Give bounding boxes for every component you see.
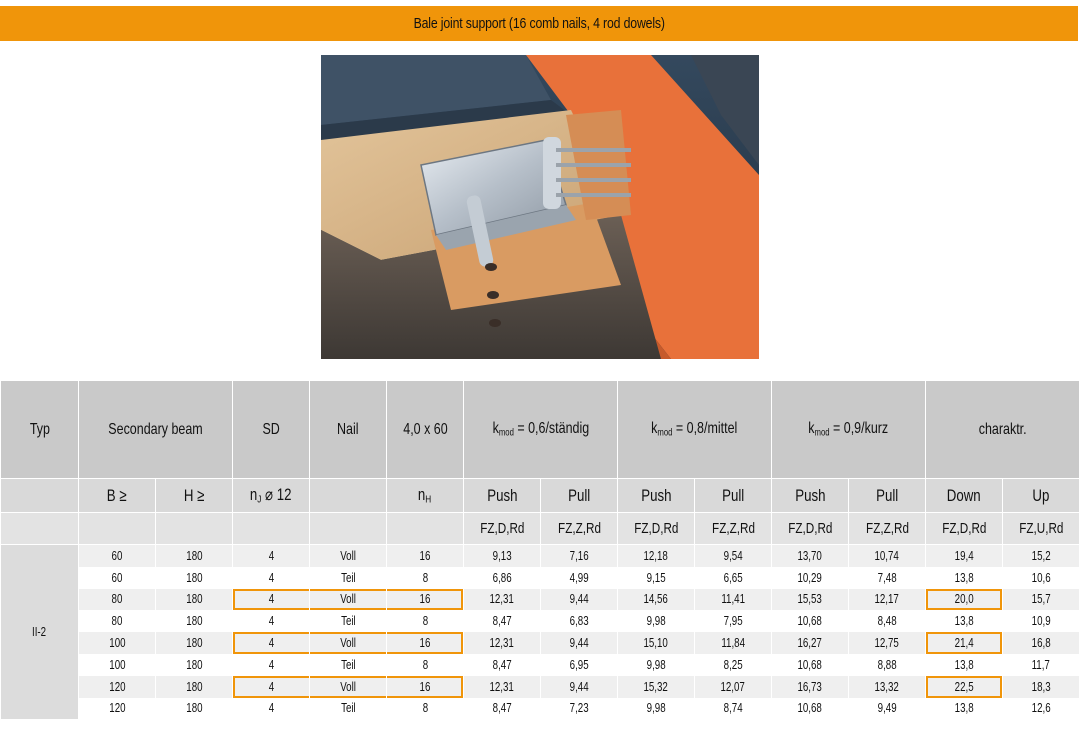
cell-nj: 4 (233, 654, 310, 676)
header-row-main (1, 381, 1080, 479)
cell-push2: 14,56 (618, 589, 695, 611)
cell-push1: 8,47 (464, 610, 541, 632)
cell-push3: 16,73 (772, 676, 849, 698)
cell-up: 18,3 (1003, 676, 1080, 698)
header-fzu-up: FZ,U,Rd (1003, 513, 1080, 545)
cell-nail: Teil (310, 567, 387, 589)
cell-nh: 16 (387, 632, 464, 654)
table-row (1, 698, 1080, 720)
cell-b: 60 (79, 545, 156, 567)
document-title: Bale joint support (16 comb nails, 4 rod dowels) (413, 15, 665, 32)
cell-push2: 12,18 (618, 545, 695, 567)
cell-nail: Voll (310, 589, 387, 611)
cell-nj: 4 (233, 698, 310, 720)
cell-pull2: 8,74 (695, 698, 772, 720)
cell-push1: 6,86 (464, 567, 541, 589)
cell-h: 180 (156, 610, 233, 632)
cell-pull2: 11,84 (695, 632, 772, 654)
header-sd: SD (233, 381, 310, 479)
table-row (1, 654, 1080, 676)
cell-push3: 10,29 (772, 567, 849, 589)
table-row (1, 632, 1080, 654)
cell-push1: 12,31 (464, 632, 541, 654)
cell-up: 11,7 (1003, 654, 1080, 676)
cell-push3: 10,68 (772, 610, 849, 632)
header-blank (1, 479, 79, 513)
header-row-symbols (1, 513, 1080, 545)
cell-push1: 8,47 (464, 698, 541, 720)
header-blank (1, 513, 79, 545)
cell-pull1: 7,23 (541, 698, 618, 720)
header-up: Up (1003, 479, 1080, 513)
cell-nail: Voll (310, 632, 387, 654)
cell-nj: 4 (233, 632, 310, 654)
cell-nj: 4 (233, 610, 310, 632)
cell-pull2: 8,25 (695, 654, 772, 676)
cell-pull2: 11,41 (695, 589, 772, 611)
cell-pull3: 8,88 (849, 654, 926, 676)
header-fzd-down: FZ,D,Rd (926, 513, 1003, 545)
cell-h: 180 (156, 698, 233, 720)
table-row (1, 567, 1080, 589)
header-blank (310, 513, 387, 545)
cell-b: 120 (79, 698, 156, 720)
cell-down: 19,4 (926, 545, 1003, 567)
cell-h: 180 (156, 567, 233, 589)
header-nh: $n_H$ (387, 479, 464, 513)
header-blank (79, 513, 156, 545)
cell-pull1: 9,44 (541, 589, 618, 611)
cell-pull1: 9,44 (541, 632, 618, 654)
cell-b: 60 (79, 567, 156, 589)
connector-illustration (321, 55, 759, 359)
cell-push1: 12,31 (464, 676, 541, 698)
cell-pull3: 7,48 (849, 567, 926, 589)
cell-push3: 15,53 (772, 589, 849, 611)
cell-push3: 10,68 (772, 698, 849, 720)
cell-nj: 4 (233, 676, 310, 698)
cell-push2: 9,98 (618, 654, 695, 676)
cell-push1: 9,13 (464, 545, 541, 567)
cell-pull2: 12,07 (695, 676, 772, 698)
table-row (1, 676, 1080, 698)
header-fzd: FZ,D,Rd (464, 513, 541, 545)
cell-pull1: 6,83 (541, 610, 618, 632)
cell-nh: 8 (387, 654, 464, 676)
connector-photo (321, 55, 759, 359)
header-push: Push (464, 479, 541, 513)
cell-pull1: 4,99 (541, 567, 618, 589)
cell-nj: 4 (233, 545, 310, 567)
cell-nail: Teil (310, 654, 387, 676)
cell-pull1: 6,95 (541, 654, 618, 676)
header-fzd: FZ,D,Rd (618, 513, 695, 545)
cell-up: 10,6 (1003, 567, 1080, 589)
cell-push2: 9,98 (618, 610, 695, 632)
cell-down: 13,8 (926, 654, 1003, 676)
cell-pull3: 12,75 (849, 632, 926, 654)
cell-down: 22,5 (926, 676, 1003, 698)
cell-push3: 16,27 (772, 632, 849, 654)
header-kmod-standig: $k_{mod}$ = 0,6/ständig (464, 381, 618, 479)
header-pull: Pull (849, 479, 926, 513)
header-typ: Typ (1, 381, 79, 479)
cell-nail: Voll (310, 676, 387, 698)
cell-up: 16,8 (1003, 632, 1080, 654)
cell-push3: 13,70 (772, 545, 849, 567)
header-h: H ≥ (156, 479, 233, 513)
cell-b: 100 (79, 654, 156, 676)
cell-push1: 8,47 (464, 654, 541, 676)
header-kmod-kurz: $k_{mod}$ = 0,9/kurz (772, 381, 926, 479)
header-secondary-beam: Secondary beam (79, 381, 233, 479)
cell-push2: 9,98 (618, 698, 695, 720)
table-row (1, 589, 1080, 611)
cell-pull1: 7,16 (541, 545, 618, 567)
cell-up: 12,6 (1003, 698, 1080, 720)
cell-down: 13,8 (926, 698, 1003, 720)
header-blank (156, 513, 233, 545)
header-fzd: FZ,D,Rd (772, 513, 849, 545)
header-row-sub (1, 479, 1080, 513)
cell-nail: Teil (310, 698, 387, 720)
header-kmod-mittel: $k_{mod}$ = 0,8/mittel (618, 381, 772, 479)
load-table (0, 380, 1080, 719)
cell-b: 100 (79, 632, 156, 654)
cell-down: 21,4 (926, 632, 1003, 654)
cell-h: 180 (156, 545, 233, 567)
cell-pull3: 9,49 (849, 698, 926, 720)
table-row (1, 545, 1080, 567)
cell-up: 15,7 (1003, 589, 1080, 611)
title-bar (0, 6, 1078, 41)
cell-push3: 10,68 (772, 654, 849, 676)
cell-b: 80 (79, 610, 156, 632)
table-row (1, 610, 1080, 632)
cell-b: 120 (79, 676, 156, 698)
cell-nh: 8 (387, 567, 464, 589)
cell-h: 180 (156, 632, 233, 654)
cell-nail: Voll (310, 545, 387, 567)
cell-pull3: 12,17 (849, 589, 926, 611)
header-blank (310, 479, 387, 513)
header-blank (233, 513, 310, 545)
header-pull: Pull (695, 479, 772, 513)
cell-up: 15,2 (1003, 545, 1080, 567)
cell-b: 80 (79, 589, 156, 611)
cell-pull2: 9,54 (695, 545, 772, 567)
header-fzz: FZ,Z,Rd (541, 513, 618, 545)
cell-h: 180 (156, 589, 233, 611)
cell-pull3: 10,74 (849, 545, 926, 567)
header-down: Down (926, 479, 1003, 513)
cell-down: 13,8 (926, 567, 1003, 589)
cell-push2: 9,15 (618, 567, 695, 589)
table-body (1, 545, 1080, 720)
header-blank (387, 513, 464, 545)
cell-down: 13,8 (926, 610, 1003, 632)
header-pull: Pull (541, 479, 618, 513)
cell-pull3: 13,32 (849, 676, 926, 698)
header-b: B ≥ (79, 479, 156, 513)
cell-pull2: 7,95 (695, 610, 772, 632)
typ-cell: II-2 (1, 545, 79, 720)
header-nail-size: 4,0 x 60 (387, 381, 464, 479)
cell-down: 20,0 (926, 589, 1003, 611)
header-fzz: FZ,Z,Rd (849, 513, 926, 545)
cell-push1: 12,31 (464, 589, 541, 611)
cell-nail: Teil (310, 610, 387, 632)
header-fzz: FZ,Z,Rd (695, 513, 772, 545)
header-nj: $n_J$ ⌀ 12 (233, 479, 310, 513)
cell-push2: 15,32 (618, 676, 695, 698)
cell-pull2: 6,65 (695, 567, 772, 589)
cell-nh: 16 (387, 589, 464, 611)
header-push: Push (772, 479, 849, 513)
cell-nh: 16 (387, 545, 464, 567)
cell-pull1: 9,44 (541, 676, 618, 698)
cell-nh: 8 (387, 610, 464, 632)
cell-pull3: 8,48 (849, 610, 926, 632)
cell-nj: 4 (233, 567, 310, 589)
cell-nh: 8 (387, 698, 464, 720)
cell-nh: 16 (387, 676, 464, 698)
cell-push2: 15,10 (618, 632, 695, 654)
header-nail: Nail (310, 381, 387, 479)
cell-up: 10,9 (1003, 610, 1080, 632)
header-push: Push (618, 479, 695, 513)
header-charakt: charaktr. (926, 381, 1080, 479)
cell-nj: 4 (233, 589, 310, 611)
cell-h: 180 (156, 654, 233, 676)
cell-h: 180 (156, 676, 233, 698)
